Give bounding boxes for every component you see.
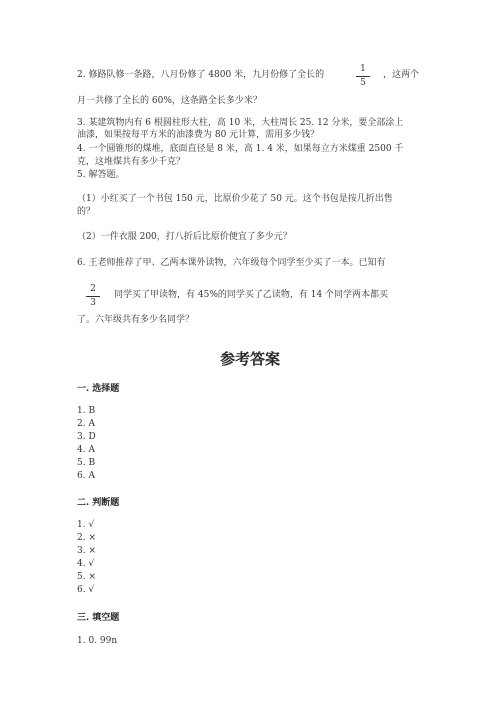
- q6-line1: 6. 王老师推荐了甲、乙两本课外读物，六年级每个同学至少买了一本。已知有: [77, 258, 386, 268]
- answer-item: 4. √: [77, 559, 95, 569]
- fraction-bar: [356, 76, 370, 77]
- q5-sub1-line1: （1）小红买了一个书包 150 元，比原价少花了 50 元。这个书包是按几折出售: [77, 194, 393, 204]
- answer-item: 2. ×: [77, 533, 96, 543]
- q6-fraction-denominator: 3: [90, 298, 96, 308]
- section-heading-choice: 一. 选择题: [77, 384, 120, 394]
- answer-item: 1. 0. 99n: [77, 636, 118, 646]
- q6-line3: 了。六年级共有多少名同学？: [77, 315, 195, 325]
- q6-fraction: [86, 284, 100, 309]
- answer-item: 3. D: [77, 432, 96, 442]
- answer-item: 1. √: [77, 520, 95, 530]
- q6-line2: 同学买了甲读物，有 45%的同学买了乙读物，有 14 个同学两本都买: [114, 290, 389, 300]
- fraction-bar: [86, 296, 100, 297]
- answer-item: 2. A: [77, 419, 95, 429]
- q2-fraction: [356, 64, 370, 89]
- answer-item: 4. A: [77, 445, 95, 455]
- q2-fraction-denominator: 5: [360, 78, 366, 88]
- q6-fraction-numerator: 2: [90, 284, 96, 294]
- answers-title: 参考答案: [219, 350, 280, 368]
- section-heading-judgment: 二. 判断题: [77, 498, 120, 508]
- answer-item: 6. A: [77, 471, 95, 481]
- answer-item: 5. B: [77, 458, 96, 468]
- section-heading-fill: 三. 填空题: [77, 613, 120, 623]
- q2-line1-end: ，这两个: [383, 70, 420, 80]
- q5-sub2: （2）一件衣服 200，打八折后比原价便宜了多少元？: [77, 232, 292, 242]
- answer-item: 6. √: [77, 585, 95, 595]
- answer-item: 1. B: [77, 406, 96, 416]
- q4-line1: 4. 一个圆锥形的煤堆，底面直径是 8 米，高 1. 4 米，如果每立方米煤重 2500 千: [77, 144, 404, 154]
- q5-title: 5. 解答题。: [77, 170, 125, 180]
- q2-line1: 2. 修路队修一条路，八月份修了 4800 米，九月份修了全长的: [77, 70, 325, 80]
- q2-line2: 月一共修了全长的 60%，这条路全长多少米？: [77, 96, 262, 106]
- answer-item: 3. ×: [77, 546, 96, 556]
- q2-fraction-numerator: 1: [360, 64, 366, 74]
- q3-line2: 油漆，如果按每平方米的油漆费为 80 元计算，需用多少钱？: [77, 130, 320, 140]
- q3-line1: 3. 某建筑物内有 6 根圆柱形大柱，高 10 米，大柱周长 25. 12 分米，要全部涂上: [77, 118, 404, 128]
- answer-item: 5. ×: [77, 572, 96, 582]
- q5-sub1-line2: 的？: [77, 207, 96, 217]
- q4-line2: 克，这堆煤共有多少千克？: [77, 157, 186, 167]
